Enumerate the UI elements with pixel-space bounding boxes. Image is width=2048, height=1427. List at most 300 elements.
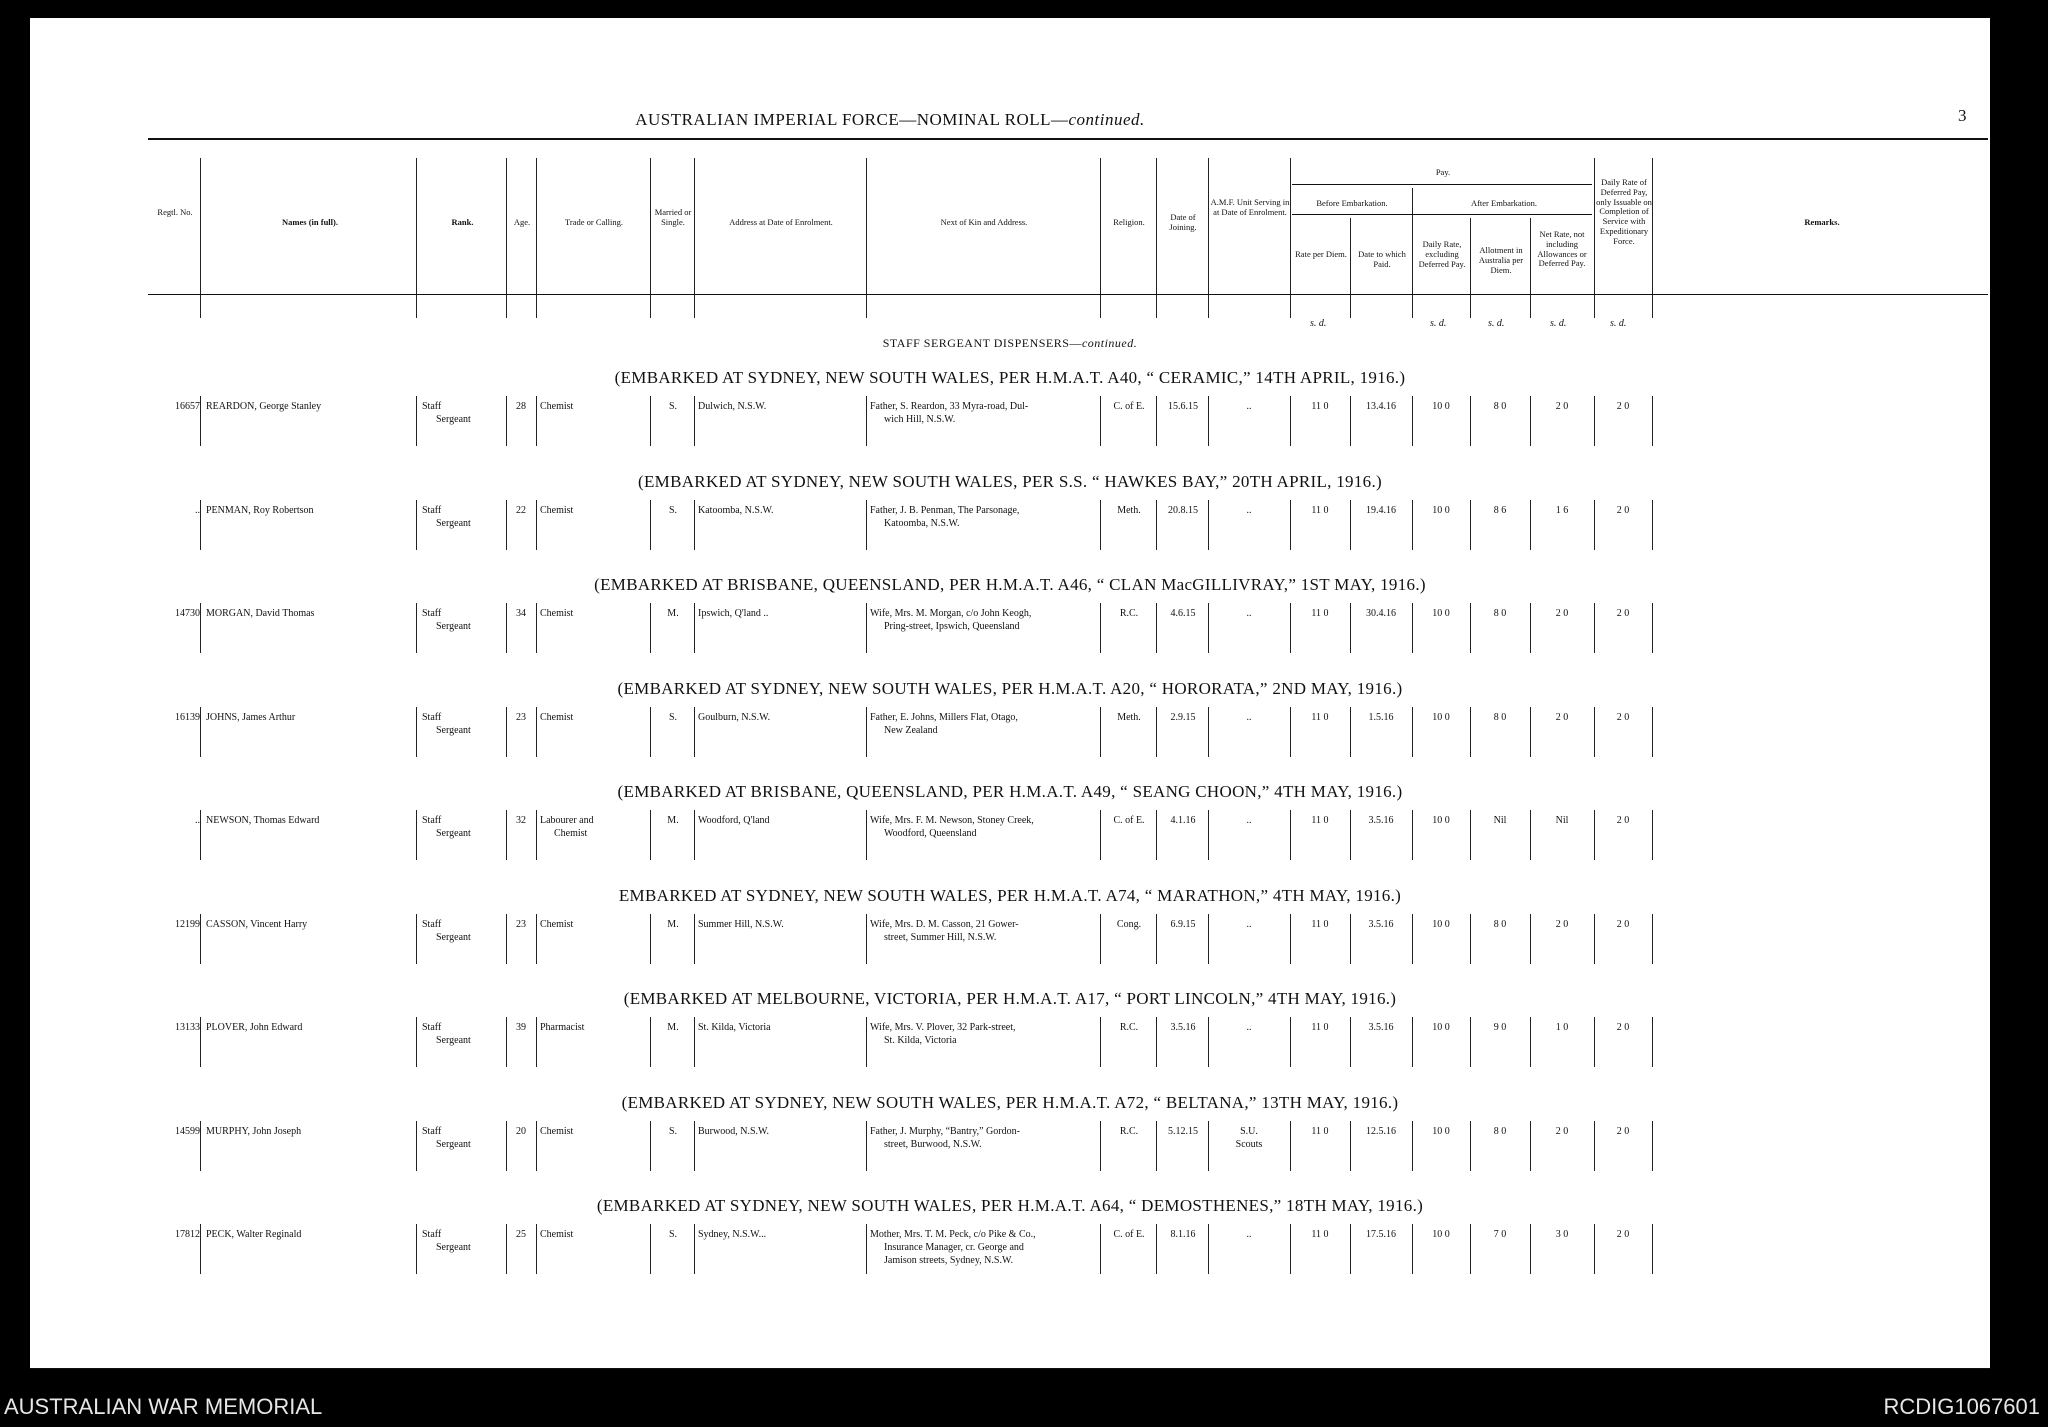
rank-line: Sergeant <box>436 517 471 529</box>
row-divider <box>1208 707 1209 757</box>
rank-line: Sergeant <box>436 931 471 943</box>
row-divider <box>1470 1224 1471 1274</box>
rank-line: Staff <box>422 815 442 826</box>
trade <box>540 814 648 840</box>
amf-unit <box>1210 504 1288 517</box>
col-age: Age. <box>513 217 531 227</box>
date-paid-line: 1.5.16 <box>1368 711 1394 723</box>
row-divider <box>1470 396 1471 446</box>
amf-unit <box>1210 1021 1288 1034</box>
row-divider <box>1350 396 1351 446</box>
married-single-line: S. <box>668 711 678 723</box>
married-single <box>654 711 692 724</box>
address-line: Ipswich, Q'land .. <box>698 608 769 619</box>
date-paid-line: 17.5.16 <box>1366 1229 1396 1240</box>
unit-sd: s. d. <box>1550 318 1567 329</box>
row-divider <box>1652 500 1653 550</box>
date-joining <box>1158 711 1208 724</box>
col-net-rate: Net Rate, not including Allowances or Deferred Pay. <box>1537 229 1587 269</box>
religion <box>1102 607 1156 620</box>
rate-per-diem <box>1292 711 1348 724</box>
row-divider <box>1530 810 1531 860</box>
regtl-no-line: 14730 <box>175 608 200 619</box>
row-divider <box>1652 1224 1653 1274</box>
embarkation-heading: (EMBARKED AT BRISBANE, QUEENSLAND, PER H.M.A.T. A49, “ SEANG CHOON,” 4TH MAY, 1916.) <box>617 782 1403 801</box>
row-divider <box>200 914 201 964</box>
soldier-name <box>206 711 411 724</box>
row-divider <box>506 707 507 757</box>
row-divider <box>416 914 417 964</box>
rate-per-diem-line: 11 0 <box>1311 1229 1329 1240</box>
daily-rate <box>1414 400 1468 413</box>
allotment <box>1472 1228 1528 1241</box>
header-bottom-rule <box>148 294 1988 295</box>
row-divider <box>200 1121 201 1171</box>
address <box>698 1021 863 1034</box>
next-of-kin-line: Father, S. Reardon, 33 Myra-road, Dul- <box>870 401 1029 412</box>
row-divider <box>416 707 417 757</box>
religion-line: R.C. <box>1119 1125 1139 1137</box>
bottom-edge <box>30 1368 1990 1369</box>
row-divider <box>1412 603 1413 653</box>
row-divider <box>506 1017 507 1067</box>
deferred-pay <box>1596 711 1650 724</box>
regtl-no-line: 16657 <box>175 401 200 412</box>
row-divider <box>1208 914 1209 964</box>
rank-line: Sergeant <box>436 414 471 425</box>
row-divider <box>1208 1121 1209 1171</box>
trade <box>540 918 648 931</box>
pay-subrule <box>1292 214 1592 215</box>
allotment-line: 8 6 <box>1493 504 1507 516</box>
religion-line: Meth. <box>1117 504 1141 516</box>
date-paid <box>1352 814 1410 827</box>
regtl-no <box>150 504 200 517</box>
soldier-name-line: REARDON, George Stanley <box>206 401 322 412</box>
row-divider <box>1100 1224 1101 1274</box>
next-of-kin <box>870 711 1098 737</box>
regtl-no <box>150 1021 200 1034</box>
daily-rate-line: 10 0 <box>1432 711 1450 723</box>
unit-sd: s. d. <box>1610 318 1627 329</box>
row-divider <box>650 1121 651 1171</box>
page-number: 3 <box>1958 106 1967 125</box>
regtl-no-line: 16139 <box>175 711 200 723</box>
married-single-line: M. <box>667 918 679 930</box>
age-line: 23 <box>516 711 526 723</box>
trade-line: Chemist <box>540 1125 574 1137</box>
address-line: Summer Hill, N.S.W. <box>698 918 784 930</box>
section-title: STAFF SERGEANT DISPENSERS—continued. <box>882 336 1138 350</box>
embarkation-heading: (EMBARKED AT SYDNEY, NEW SOUTH WALES, PER S.S. “ HAWKES BAY,” 20TH APRIL, 1916.) <box>638 471 1382 491</box>
row-divider <box>1290 810 1291 860</box>
soldier-name <box>206 504 411 517</box>
row-divider <box>200 603 201 653</box>
row-divider <box>1100 603 1101 653</box>
row-divider <box>536 707 537 757</box>
net-rate-line: 1 6 <box>1555 504 1569 516</box>
deferred-pay <box>1596 918 1650 931</box>
date-joining-line: 20.8.15 <box>1168 504 1198 516</box>
row-divider <box>866 1017 867 1067</box>
row-divider <box>650 500 651 550</box>
deferred-pay <box>1596 814 1650 827</box>
soldier-name-line: PECK, Walter Reginald <box>206 1229 302 1240</box>
row-divider <box>866 810 867 860</box>
address <box>698 1125 863 1138</box>
date-joining <box>1158 504 1208 517</box>
next-of-kin-line: Father, J. Murphy, “Bantry,” Gordon- <box>870 1125 1020 1137</box>
col-married: Married or Single. <box>654 207 692 227</box>
row-divider <box>1100 1121 1101 1171</box>
deferred-pay-line: 2 0 <box>1616 711 1630 723</box>
row-divider <box>694 1224 695 1274</box>
amf-unit <box>1210 400 1288 413</box>
regtl-no-line: 17812 <box>175 1229 200 1240</box>
next-of-kin-line: Wife, Mrs. F. M. Newson, Stoney Creek, <box>870 815 1034 826</box>
deferred-pay-line: 2 0 <box>1616 1125 1630 1137</box>
row-divider <box>536 1121 537 1171</box>
rank <box>422 918 502 944</box>
date-joining-line: 4.6.15 <box>1170 608 1196 619</box>
row-divider <box>1350 914 1351 964</box>
row-divider <box>1156 603 1157 653</box>
date-joining <box>1158 918 1208 931</box>
amf-unit-line: .. <box>1246 401 1252 412</box>
amf-unit <box>1210 814 1288 827</box>
next-of-kin-line: wich Hill, N.S.W. <box>884 414 956 425</box>
row-divider <box>1350 500 1351 550</box>
rank <box>422 607 502 633</box>
net-rate <box>1532 400 1592 413</box>
next-of-kin-line: Katoomba, N.S.W. <box>884 517 960 529</box>
religion-line: C. of E. <box>1113 815 1145 826</box>
net-rate-line: 2 0 <box>1555 401 1569 412</box>
next-of-kin-line: Jamison streets, Sydney, N.S.W. <box>884 1255 1013 1266</box>
amf-unit <box>1210 711 1288 724</box>
row-divider <box>1100 500 1101 550</box>
rate-per-diem-line: 11 0 <box>1311 711 1329 723</box>
row-divider <box>1156 1017 1157 1067</box>
trade-line: Chemist <box>540 1229 574 1240</box>
col-regtl-no: Regtl. No. <box>157 207 193 217</box>
daily-rate <box>1414 711 1468 724</box>
col-rank: Rank. <box>451 217 474 227</box>
married-single-line: M. <box>667 1022 679 1033</box>
age <box>508 814 534 827</box>
soldier-name-line: CASSON, Vincent Harry <box>206 918 308 930</box>
row-divider <box>1594 396 1595 446</box>
daily-rate-line: 10 0 <box>1432 815 1450 826</box>
col-amf-unit: A.M.F. Unit Serving in at Date of Enrolment. <box>1210 197 1290 217</box>
col-allotment: Allotment in Australia per Diem. <box>1478 245 1524 275</box>
religion <box>1102 1228 1156 1241</box>
daily-rate-line: 10 0 <box>1432 918 1450 930</box>
row-divider <box>1412 1017 1413 1067</box>
row-divider <box>1470 500 1471 550</box>
row-divider <box>1594 500 1595 550</box>
row-divider <box>1208 810 1209 860</box>
date-paid-line: 3.5.16 <box>1368 918 1394 930</box>
address-line: Dulwich, N.S.W. <box>698 401 767 412</box>
embarkation-heading: (EMBARKED AT SYDNEY, NEW SOUTH WALES, PER H.M.A.T. A40, “ CERAMIC,” 14TH APRIL, 1916.) <box>614 368 1406 387</box>
rank <box>422 1125 502 1151</box>
row-divider <box>1530 500 1531 550</box>
col-after-embarkation: After Embarkation. <box>1470 198 1538 208</box>
header-divider <box>1530 218 1531 318</box>
daily-rate <box>1414 814 1468 827</box>
next-of-kin-line: Father, J. B. Penman, The Parsonage, <box>870 504 1020 516</box>
trade <box>540 400 648 413</box>
row-divider <box>1350 707 1351 757</box>
next-of-kin-line: Wife, Mrs. D. M. Casson, 21 Gower- <box>870 918 1019 930</box>
row-divider <box>866 707 867 757</box>
roll-page <box>30 18 1990 1368</box>
row-divider <box>650 1224 651 1274</box>
col-date-paid: Date to which Paid. <box>1358 249 1406 269</box>
row-divider <box>1290 396 1291 446</box>
row-divider <box>416 396 417 446</box>
row-divider <box>1470 1017 1471 1067</box>
row-divider <box>1594 603 1595 653</box>
rate-per-diem <box>1292 918 1348 931</box>
row-divider <box>1530 1017 1531 1067</box>
address-line: Woodford, Q'land <box>698 815 770 826</box>
allotment-line: 7 0 <box>1493 1229 1507 1240</box>
allotment-line: 8 0 <box>1493 401 1507 412</box>
next-of-kin <box>870 504 1098 530</box>
amf-unit-line: Scouts <box>1235 1138 1263 1150</box>
address <box>698 918 863 931</box>
age <box>508 607 534 620</box>
regtl-no-line: .. <box>195 504 200 516</box>
net-rate <box>1532 918 1592 931</box>
rate-per-diem <box>1292 1021 1348 1034</box>
row-divider <box>1594 810 1595 860</box>
row-divider <box>1470 810 1471 860</box>
row-divider <box>1350 1224 1351 1274</box>
amf-unit-line: .. <box>1246 1022 1252 1033</box>
trade <box>540 711 648 724</box>
row-divider <box>694 810 695 860</box>
rate-per-diem-line: 11 0 <box>1311 918 1329 930</box>
amf-unit-line: S.U. <box>1240 1125 1258 1137</box>
row-divider <box>866 603 867 653</box>
married-single-line: S. <box>668 1229 678 1240</box>
date-joining <box>1158 1228 1208 1241</box>
row-divider <box>1530 1121 1531 1171</box>
row-divider <box>1594 1017 1595 1067</box>
row-divider <box>536 500 537 550</box>
row-divider <box>694 707 695 757</box>
date-paid-line: 13.4.16 <box>1366 401 1396 412</box>
net-rate <box>1532 1228 1592 1241</box>
row-divider <box>506 500 507 550</box>
age <box>508 1228 534 1241</box>
trade-line: Chemist <box>540 504 574 516</box>
age-line: 20 <box>516 1125 526 1137</box>
amf-unit-line: .. <box>1246 815 1252 826</box>
net-rate <box>1532 711 1592 724</box>
soldier-name-line: NEWSON, Thomas Edward <box>206 815 320 826</box>
address <box>698 711 863 724</box>
amf-unit <box>1210 607 1288 620</box>
rate-per-diem <box>1292 607 1348 620</box>
date-paid <box>1352 1021 1410 1034</box>
next-of-kin-line: Mother, Mrs. T. M. Peck, c/o Pike & Co., <box>870 1229 1036 1240</box>
soldier-name <box>206 1125 411 1138</box>
regtl-no <box>150 607 200 620</box>
trade-line: Chemist <box>540 918 574 930</box>
trade-line: Chemist <box>554 828 588 839</box>
row-divider <box>1412 1121 1413 1171</box>
rate-per-diem <box>1292 1125 1348 1138</box>
rank-line: Sergeant <box>436 1138 471 1150</box>
date-joining-line: 2.9.15 <box>1170 711 1196 723</box>
deferred-pay-line: 2 0 <box>1616 401 1630 412</box>
net-rate-line: 2 0 <box>1555 1125 1569 1137</box>
embarkation-heading: (EMBARKED AT SYDNEY, NEW SOUTH WALES, PER H.M.A.T. A64, “ DEMOSTHENES,” 18TH MAY, 1916.) <box>596 1196 1424 1215</box>
net-rate-line: Nil <box>1555 815 1569 826</box>
unit-sd: s. d. <box>1488 318 1505 329</box>
age <box>508 504 534 517</box>
row-divider <box>650 810 651 860</box>
row-divider <box>1290 1121 1291 1171</box>
col-address: Address at Date of Enrolment. <box>729 217 833 227</box>
row-divider <box>1350 1017 1351 1067</box>
row-divider <box>416 1224 417 1274</box>
net-rate-line: 1 0 <box>1555 1022 1569 1033</box>
embarkation-heading: (EMBARKED AT SYDNEY, NEW SOUTH WALES, PER H.M.A.T. A72, “ BELTANA,” 13TH MAY, 1916.) <box>621 1092 1399 1112</box>
rank-line: Staff <box>422 918 442 930</box>
married-single <box>654 1125 692 1138</box>
row-divider <box>694 396 695 446</box>
daily-rate-line: 10 0 <box>1432 1229 1450 1240</box>
amf-unit-line: .. <box>1246 608 1252 619</box>
row-divider <box>1470 603 1471 653</box>
row-divider <box>1350 810 1351 860</box>
row-divider <box>1412 707 1413 757</box>
row-divider <box>1100 914 1101 964</box>
deferred-pay <box>1596 1021 1650 1034</box>
next-of-kin-line: street, Summer Hill, N.S.W. <box>884 931 997 943</box>
address <box>698 607 863 620</box>
next-of-kin <box>870 1021 1098 1047</box>
row-divider <box>416 1121 417 1171</box>
soldier-name-line: PLOVER, John Edward <box>206 1022 303 1033</box>
row-divider <box>536 603 537 653</box>
rank-line: Staff <box>422 711 442 723</box>
soldier-name <box>206 400 411 413</box>
amf-unit-line: .. <box>1246 918 1252 930</box>
page-title: AUSTRALIAN IMPERIAL FORCE—NOMINAL ROLL—continued. <box>635 110 1145 129</box>
trade <box>540 1228 648 1241</box>
next-of-kin-line: Wife, Mrs. V. Plover, 32 Park-street, <box>870 1022 1016 1033</box>
col-pay: Pay. <box>1435 167 1451 177</box>
rate-per-diem-line: 11 0 <box>1311 1125 1329 1137</box>
regtl-no <box>150 711 200 724</box>
soldier-name-line: PENMAN, Roy Robertson <box>206 504 314 516</box>
row-divider <box>866 914 867 964</box>
col-before-embarkation: Before Embarkation. <box>1316 198 1388 208</box>
row-divider <box>1530 396 1531 446</box>
daily-rate-line: 10 0 <box>1432 608 1450 619</box>
trade-line: Labourer and <box>540 815 594 826</box>
age-line: 28 <box>516 401 526 412</box>
date-paid <box>1352 711 1410 724</box>
rank-line: Staff <box>422 1229 442 1240</box>
date-paid <box>1352 607 1410 620</box>
regtl-no-line: 12199 <box>175 918 200 930</box>
rank-line: Sergeant <box>436 724 471 736</box>
row-divider <box>536 1224 537 1274</box>
row-divider <box>1594 1121 1595 1171</box>
col-rate-per-diem: Rate per Diem. <box>1295 249 1347 259</box>
married-single <box>654 918 692 931</box>
married-single-line: S. <box>668 504 678 516</box>
row-divider <box>1652 707 1653 757</box>
trade-line: Chemist <box>540 711 574 723</box>
trade <box>540 504 648 517</box>
row-divider <box>1530 1224 1531 1274</box>
rank-line: Staff <box>422 1125 442 1137</box>
rank-line: Staff <box>422 608 442 619</box>
col-trade: Trade or Calling. <box>564 217 623 227</box>
row-divider <box>1412 500 1413 550</box>
address <box>698 400 863 413</box>
top-rule <box>148 138 1988 140</box>
net-rate <box>1532 607 1592 620</box>
married-single <box>654 607 692 620</box>
unit-sd: s. d. <box>1430 318 1447 329</box>
row-divider <box>1156 707 1157 757</box>
deferred-pay <box>1596 400 1650 413</box>
row-divider <box>1290 603 1291 653</box>
row-divider <box>1156 396 1157 446</box>
date-joining <box>1158 1021 1208 1034</box>
row-divider <box>1530 603 1531 653</box>
allotment-line: 8 0 <box>1493 711 1507 723</box>
rate-per-diem-line: 11 0 <box>1311 1022 1329 1033</box>
rate-per-diem <box>1292 504 1348 517</box>
age <box>508 1021 534 1034</box>
age-line: 34 <box>516 608 526 619</box>
row-divider <box>1652 810 1653 860</box>
header-divider <box>1470 218 1471 318</box>
deferred-pay-line: 2 0 <box>1616 504 1630 516</box>
address-line: Burwood, N.S.W. <box>698 1125 770 1137</box>
date-joining-line: 4.1.16 <box>1170 815 1196 826</box>
date-paid-line: 30.4.16 <box>1366 608 1396 619</box>
row-divider <box>416 810 417 860</box>
rank <box>422 400 502 426</box>
row-divider <box>1412 810 1413 860</box>
religion <box>1102 400 1156 413</box>
religion <box>1102 711 1156 724</box>
row-divider <box>650 396 651 446</box>
row-divider <box>1412 1224 1413 1274</box>
date-joining-line: 6.9.15 <box>1170 918 1196 930</box>
row-divider <box>1412 396 1413 446</box>
rate-per-diem-line: 11 0 <box>1311 401 1329 412</box>
row-divider <box>1652 1017 1653 1067</box>
date-joining <box>1158 1125 1208 1138</box>
soldier-name <box>206 1021 411 1034</box>
next-of-kin <box>870 814 1098 840</box>
soldier-name-line: MURPHY, John Joseph <box>206 1125 302 1137</box>
next-of-kin-line: New Zealand <box>884 724 938 736</box>
religion-line: C. of E. <box>1113 401 1145 412</box>
